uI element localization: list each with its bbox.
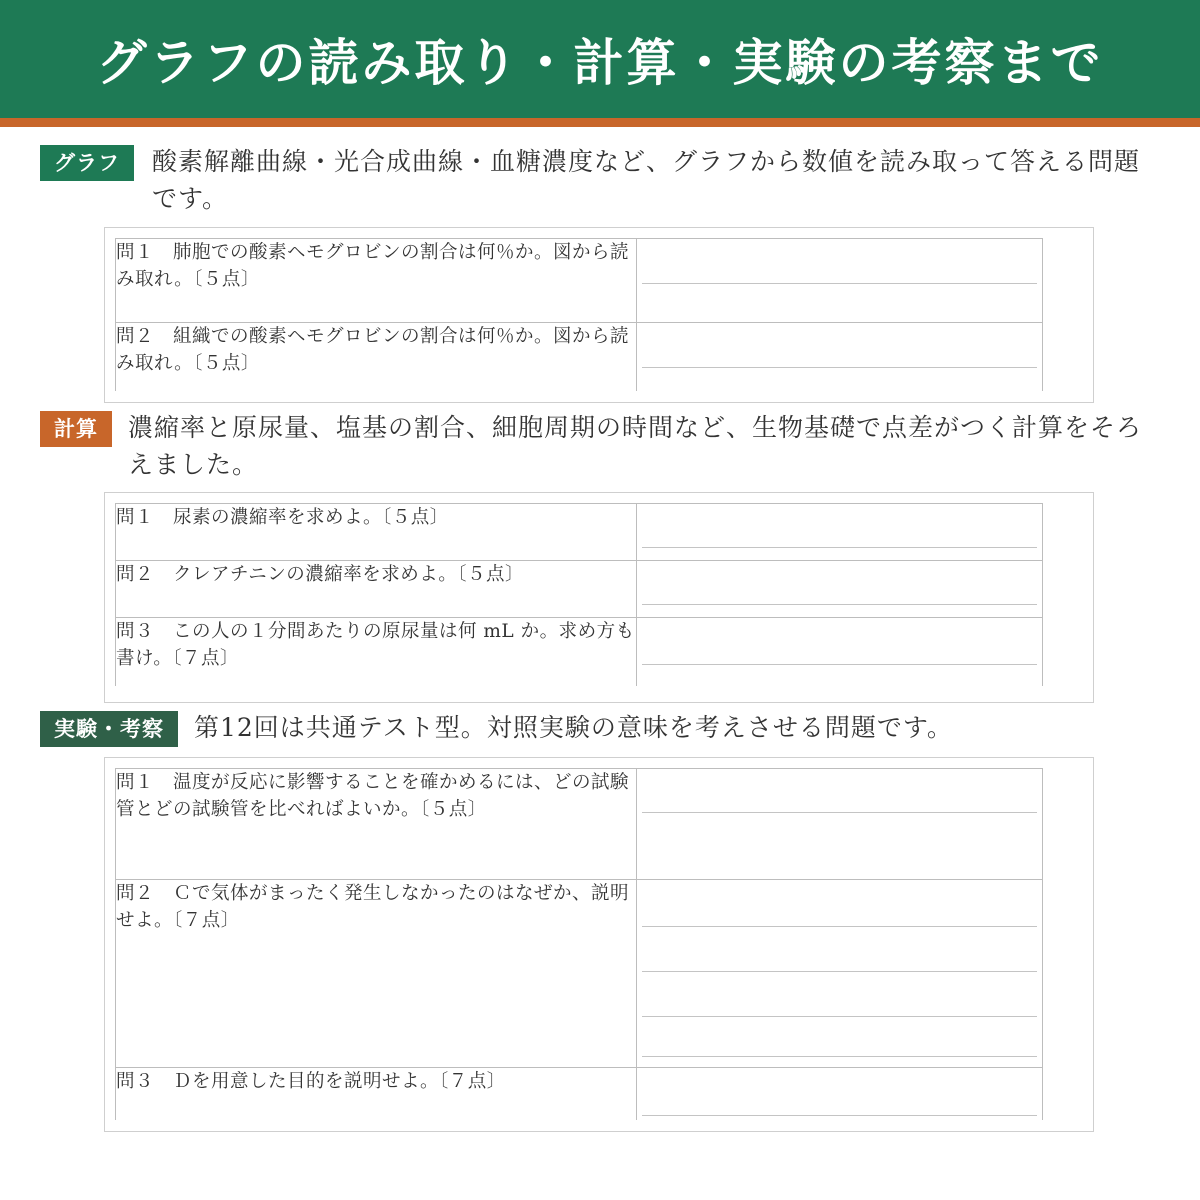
answer-line — [642, 1115, 1037, 1116]
question-row — [116, 561, 1043, 618]
answer-area[interactable] — [637, 880, 1043, 1068]
question-table — [115, 768, 1043, 1120]
question-table — [115, 238, 1043, 391]
answer-line — [642, 812, 1037, 813]
question-text: 問２ Ｃで気体がまったく発生しなかったのはなぜか、説明せよ。〔７点〕 — [116, 880, 637, 1068]
answer-area[interactable] — [637, 618, 1043, 686]
section-badge-experiment: 実験・考察 — [40, 711, 178, 747]
question-row — [116, 239, 1043, 323]
question-row — [116, 1068, 1043, 1120]
answer-line — [642, 664, 1037, 665]
question-row — [116, 880, 1043, 1068]
answer-line — [642, 283, 1037, 284]
question-text: 問１ 温度が反応に影響することを確かめるには、どの試験管とどの試験管を比べればよいか。〔５点〕 — [116, 769, 637, 880]
section-badge-graph: グラフ — [40, 145, 134, 181]
answer-line — [642, 1016, 1037, 1017]
section-experiment-intro — [40, 709, 1165, 747]
question-box-graph — [104, 227, 1094, 403]
answer-line — [642, 367, 1037, 368]
question-row — [116, 504, 1043, 561]
page-header — [0, 0, 1200, 118]
question-box-calc — [104, 492, 1094, 703]
answer-area[interactable] — [637, 504, 1043, 561]
section-intro-text: 第12回は共通テスト型。対照実験の意味を考えさせる問題です。 — [194, 713, 953, 742]
answer-area[interactable] — [637, 1068, 1043, 1120]
question-text: 問１ 尿素の濃縮率を求めよ。〔５点〕 — [116, 504, 637, 561]
section-graph-intro — [40, 143, 1165, 217]
question-text: 問２ クレアチニンの濃縮率を求めよ。〔５点〕 — [116, 561, 637, 618]
question-text: 問２ 組織での酸素ヘモグロビンの割合は何％か。図から読み取れ。〔５点〕 — [116, 323, 637, 391]
answer-line — [642, 971, 1037, 972]
page-title: グラフの読み取り・計算・実験の考察まで — [96, 34, 1104, 92]
question-row — [116, 769, 1043, 880]
question-table — [115, 503, 1043, 686]
question-row — [116, 323, 1043, 391]
answer-area[interactable] — [637, 239, 1043, 323]
question-text: 問３ Ｄを用意した目的を説明せよ。〔７点〕 — [116, 1068, 637, 1120]
answer-area[interactable] — [637, 561, 1043, 618]
answer-area[interactable] — [637, 323, 1043, 391]
section-intro-text: 酸素解離曲線・光合成曲線・血糖濃度など、グラフから数値を読み取って答える問題です。 — [152, 147, 1141, 213]
section-intro-text: 濃縮率と原尿量、塩基の割合、細胞周期の時間など、生物基礎で点差がつく計算をそろえました。 — [128, 413, 1143, 479]
answer-line — [642, 547, 1037, 548]
question-row — [116, 618, 1043, 686]
answer-line — [642, 1056, 1037, 1057]
answer-area[interactable] — [637, 769, 1043, 880]
question-text: 問１ 肺胞での酸素ヘモグロビンの割合は何％か。図から読み取れ。〔５点〕 — [116, 239, 637, 323]
section-calc-intro — [40, 409, 1165, 483]
header-accent-stripe — [0, 118, 1200, 127]
answer-line — [642, 926, 1037, 927]
answer-line — [642, 604, 1037, 605]
section-badge-calc: 計算 — [40, 411, 112, 447]
question-box-experiment — [104, 757, 1094, 1132]
question-text: 問３ この人の１分間あたりの原尿量は何 mL か。求め方も書け。〔７点〕 — [116, 618, 637, 686]
